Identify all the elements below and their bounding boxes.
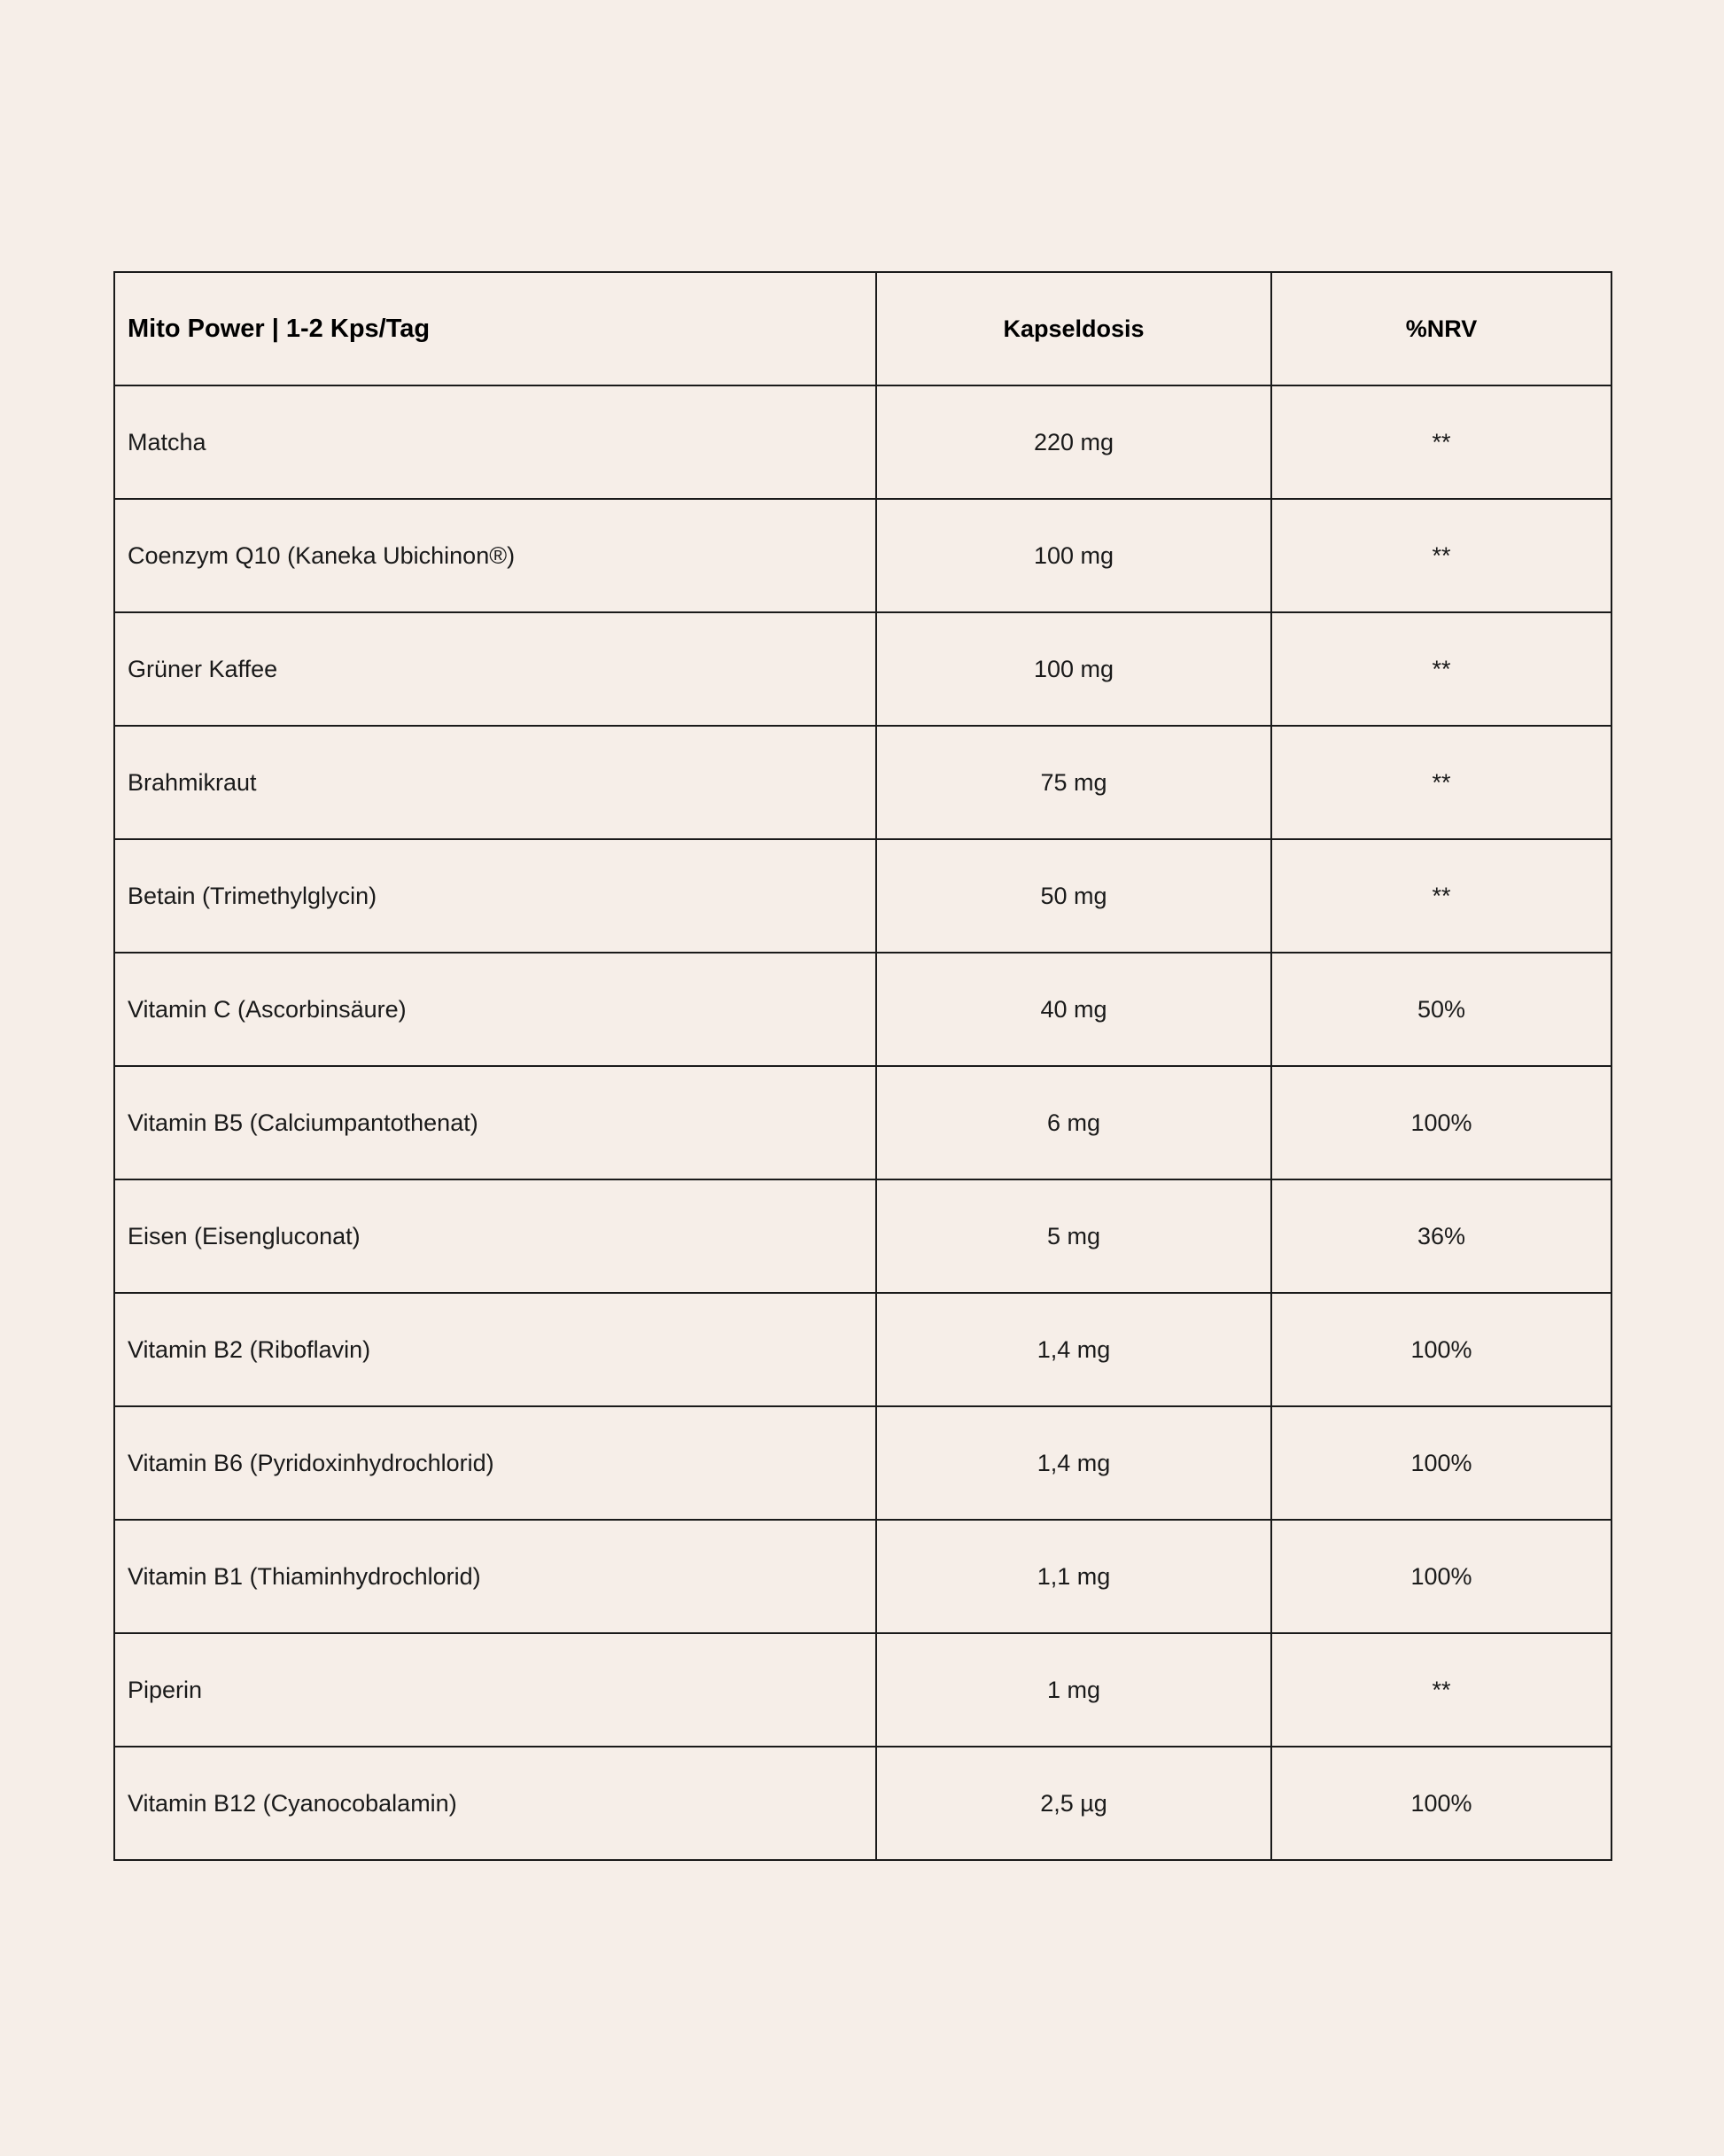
ingredient-nrv: 100% <box>1271 1520 1611 1633</box>
ingredient-name: Coenzym Q10 (Kaneka Ubichinon®) <box>114 499 876 612</box>
ingredient-nrv: 36% <box>1271 1179 1611 1293</box>
header-dose: Kapseldosis <box>876 272 1271 385</box>
ingredient-nrv: ** <box>1271 839 1611 953</box>
ingredient-nrv: 100% <box>1271 1747 1611 1860</box>
table-row <box>114 1633 1611 1747</box>
ingredient-nrv: ** <box>1271 1633 1611 1747</box>
table-row <box>114 1747 1611 1860</box>
ingredient-dose: 6 mg <box>876 1066 1271 1179</box>
ingredient-name: Eisen (Eisengluconat) <box>114 1179 876 1293</box>
ingredient-name: Vitamin B12 (Cyanocobalamin) <box>114 1747 876 1860</box>
table-row <box>114 1406 1611 1520</box>
ingredient-nrv: 100% <box>1271 1293 1611 1406</box>
ingredient-dose: 5 mg <box>876 1179 1271 1293</box>
nutrition-table <box>113 271 1612 1861</box>
table-row <box>114 1179 1611 1293</box>
ingredient-name: Matcha <box>114 385 876 499</box>
ingredient-name: Grüner Kaffee <box>114 612 876 726</box>
table-header-row <box>114 272 1611 385</box>
ingredient-nrv: 50% <box>1271 953 1611 1066</box>
table-row <box>114 726 1611 839</box>
ingredient-dose: 75 mg <box>876 726 1271 839</box>
table-row <box>114 499 1611 612</box>
ingredient-name: Vitamin B1 (Thiaminhydrochlorid) <box>114 1520 876 1633</box>
ingredient-dose: 2,5 µg <box>876 1747 1271 1860</box>
header-nrv: %NRV <box>1271 272 1611 385</box>
ingredient-name: Vitamin B2 (Riboflavin) <box>114 1293 876 1406</box>
ingredient-dose: 220 mg <box>876 385 1271 499</box>
ingredient-nrv: 100% <box>1271 1406 1611 1520</box>
table-row <box>114 1066 1611 1179</box>
ingredient-dose: 1,1 mg <box>876 1520 1271 1633</box>
ingredient-dose: 1,4 mg <box>876 1293 1271 1406</box>
table-row <box>114 839 1611 953</box>
ingredient-dose: 100 mg <box>876 499 1271 612</box>
ingredient-nrv: 100% <box>1271 1066 1611 1179</box>
table-row <box>114 1520 1611 1633</box>
ingredient-name: Brahmikraut <box>114 726 876 839</box>
ingredient-nrv: ** <box>1271 385 1611 499</box>
ingredient-dose: 40 mg <box>876 953 1271 1066</box>
ingredient-name: Vitamin B5 (Calciumpantothenat) <box>114 1066 876 1179</box>
ingredient-nrv: ** <box>1271 726 1611 839</box>
table-row <box>114 385 1611 499</box>
table-row <box>114 953 1611 1066</box>
ingredient-name: Piperin <box>114 1633 876 1747</box>
ingredient-name: Vitamin C (Ascorbinsäure) <box>114 953 876 1066</box>
ingredient-nrv: ** <box>1271 499 1611 612</box>
table-row <box>114 1293 1611 1406</box>
ingredient-dose: 50 mg <box>876 839 1271 953</box>
ingredient-name: Vitamin B6 (Pyridoxinhydrochlorid) <box>114 1406 876 1520</box>
header-product: Mito Power | 1-2 Kps/Tag <box>114 272 876 385</box>
ingredient-dose: 100 mg <box>876 612 1271 726</box>
ingredient-dose: 1,4 mg <box>876 1406 1271 1520</box>
table-row <box>114 612 1611 726</box>
ingredient-name: Betain (Trimethylglycin) <box>114 839 876 953</box>
ingredient-nrv: ** <box>1271 612 1611 726</box>
ingredient-dose: 1 mg <box>876 1633 1271 1747</box>
